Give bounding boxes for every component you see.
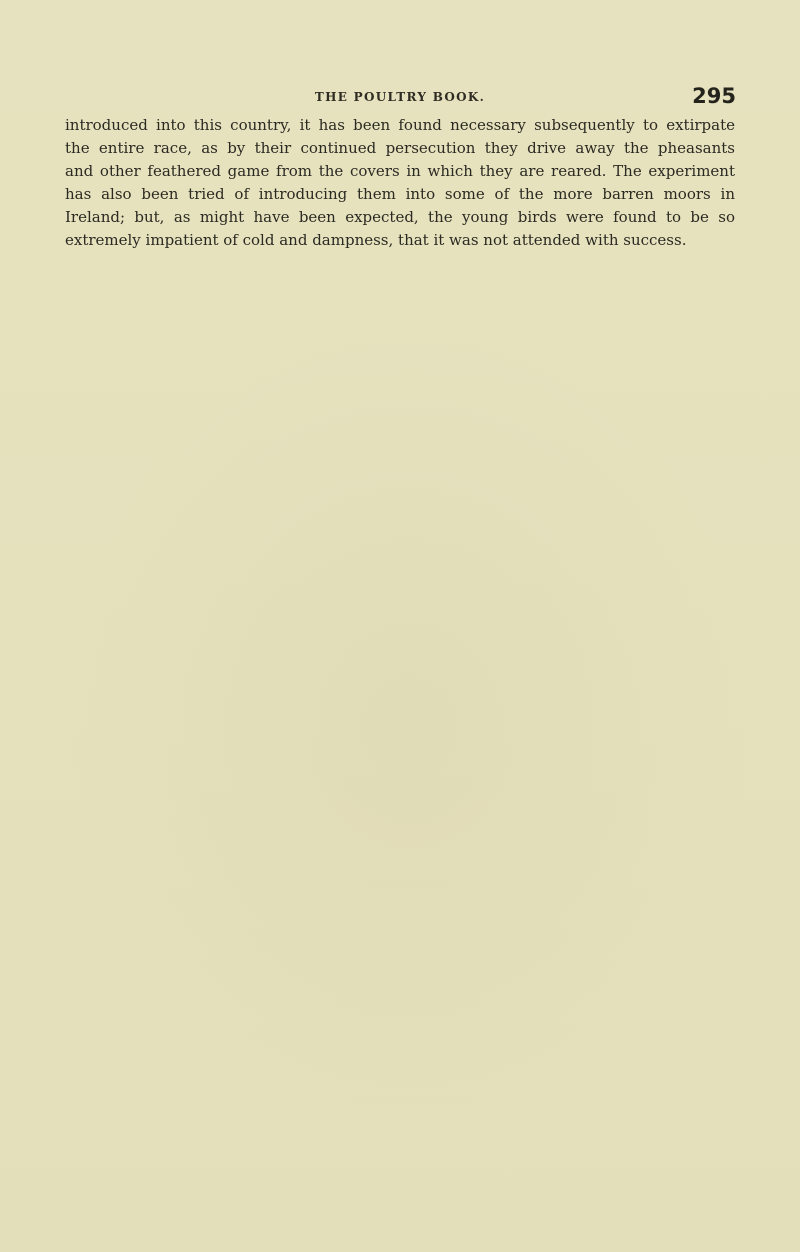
text-line: has also been tried of introducing them into some of the more barren moors in	[65, 185, 735, 203]
paper-texture	[60, 330, 760, 1130]
text-line: Ireland; but, as might have been expected, the young birds were found to be so	[65, 208, 735, 226]
page-number: 295	[692, 84, 736, 108]
text-line: introduced into this country, it has been found necessary subsequently to extirpate	[65, 116, 735, 134]
text-line: extremely impatient of cold and dampness, that it was not attended with success.	[65, 231, 687, 249]
text-line: the entire race, as by their continued persecution they drive away the pheasants	[65, 139, 735, 157]
text-line: and other feathered game from the covers in which they are reared. The experiment	[65, 162, 735, 180]
body-paragraph	[65, 114, 735, 252]
running-title: THE POULTRY BOOK.	[314, 90, 486, 104]
page-header	[64, 84, 736, 114]
